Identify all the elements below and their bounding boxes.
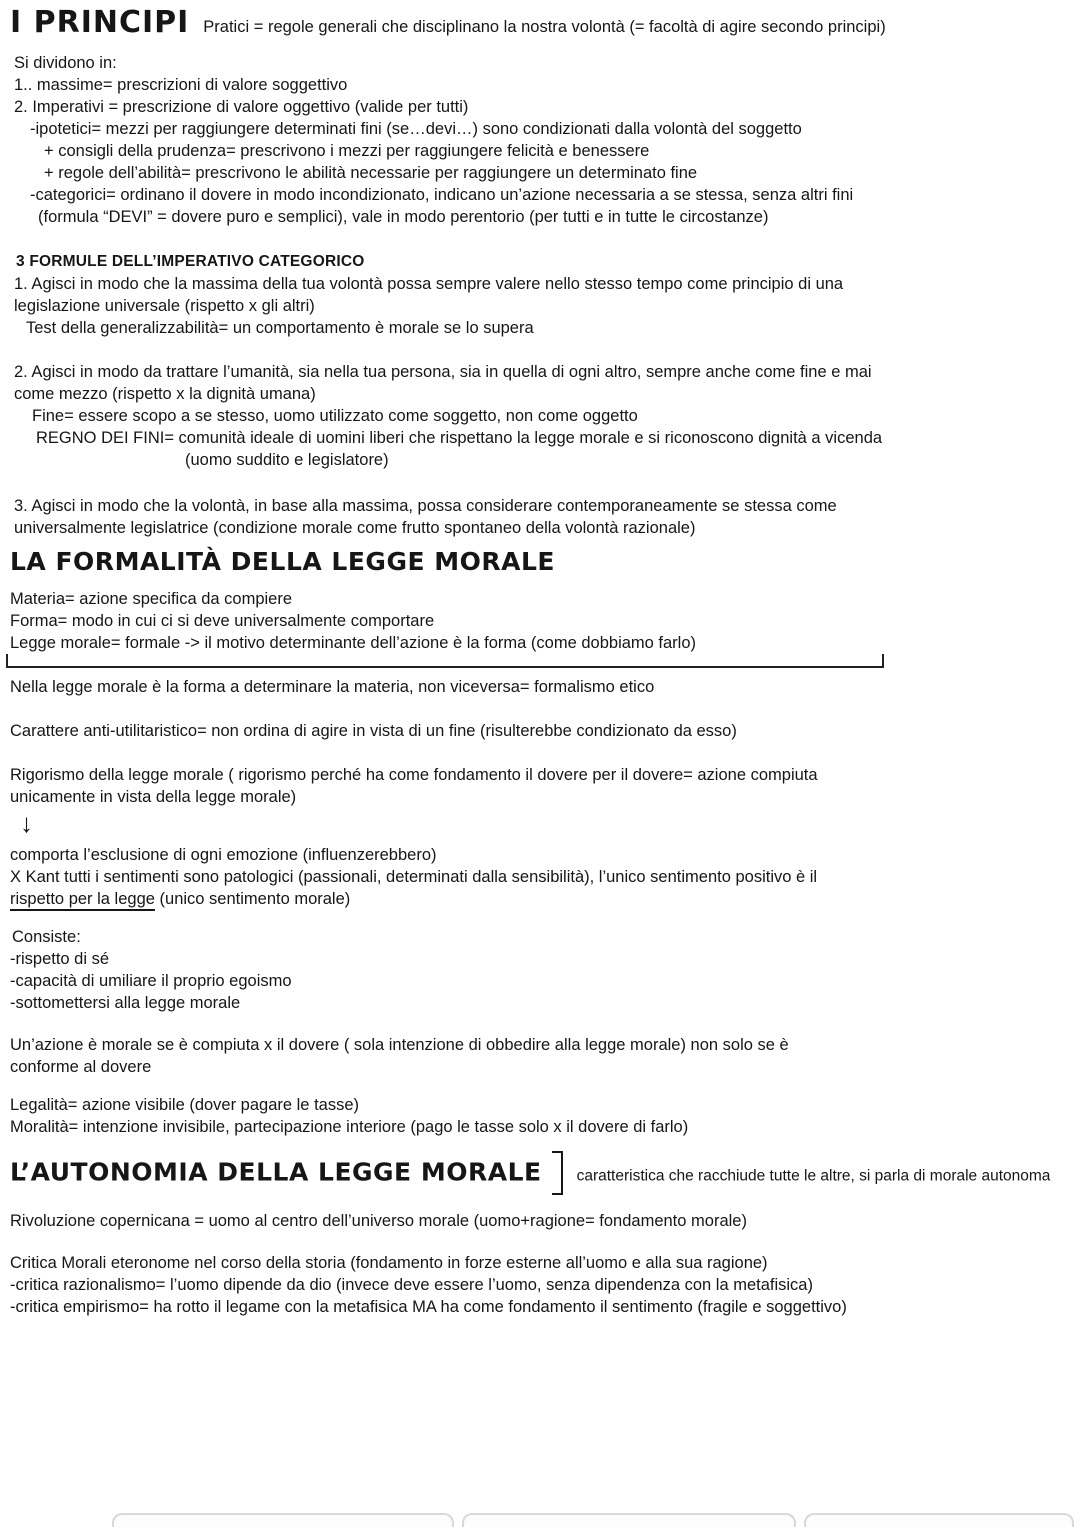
text-line xyxy=(30,118,1080,140)
text-line xyxy=(14,383,1080,405)
section-title: L’AUTONOMIA DELLA LEGGE MORALE xyxy=(10,1157,542,1187)
text-line xyxy=(10,676,1080,698)
text-span: conforme al dovere xyxy=(10,1058,152,1076)
section-heading-line xyxy=(10,5,1080,40)
text-line xyxy=(26,317,1080,339)
text-span: legislazione universale (rispetto x gli altri) xyxy=(14,297,315,315)
text-line xyxy=(44,162,1080,184)
text-span: Materia= azione specifica da compiere xyxy=(10,590,293,608)
next-page-card-edge[interactable] xyxy=(804,1513,1074,1527)
text-span: 2. Agisci in modo da trattare l’umanità, sia nella tua persona, sia in quella di ogni altro, sempre anche come fine e mai xyxy=(14,363,872,381)
subsection-title: 3 FORMULE DELL’IMPERATIVO CATEGORICO xyxy=(16,253,365,270)
text-line xyxy=(10,1034,1080,1056)
text-line xyxy=(10,970,1080,992)
section-heading-line xyxy=(10,1154,1080,1198)
text-line xyxy=(10,866,1080,888)
text-line xyxy=(10,1116,1080,1138)
text-span: -critica empirismo= ha rotto il legame con la metafisica MA ha come fondamento il sentimento (fragile e soggettivo) xyxy=(10,1298,847,1316)
text-line xyxy=(10,1056,1080,1078)
text-span: 1. Agisci in modo che la massima della tua volontà possa sempre valere nello stesso tempo come principio di una xyxy=(14,275,844,293)
text-span: Critica Morali eteronome nel corso della storia (fondamento in forze esterne all’uomo e alla sua ragione) xyxy=(10,1254,768,1272)
text-span: comporta l’esclusione di ogni emozione (influenzerebbero) xyxy=(10,846,437,864)
text-line xyxy=(14,273,1080,295)
text-line xyxy=(10,610,1080,632)
page-title: I PRINCIPI xyxy=(10,5,190,40)
text-span: Carattere anti-utilitaristico= non ordina di agire in vista di un fine (risulterebbe condizionato da esso) xyxy=(10,722,737,740)
text-line xyxy=(14,52,1080,74)
text-span: Nella legge morale è la forma a determinare la materia, non viceversa= formalismo etico xyxy=(10,678,655,696)
text-line xyxy=(16,250,1080,273)
text-span: caratteristica che racchiude tutte le altre, si parla di morale autonoma xyxy=(576,1167,1051,1185)
text-line xyxy=(10,1274,1080,1296)
text-span: -capacità di umiliare il proprio egoismo xyxy=(10,972,292,990)
text-span: Rivoluzione copernicana = uomo al centro dell’universo morale (uomo+ragione= fondamento morale) xyxy=(10,1212,747,1230)
text-span: (formula “DEVI” = dovere puro e semplici), vale in modo perentorio (per tutti e in tutte le circostanze) xyxy=(38,208,769,226)
text-line xyxy=(10,1296,1080,1318)
text-span: 3. Agisci in modo che la volontà, in base alla massima, possa considerare contemporaneamente se stessa come xyxy=(14,497,837,515)
text-line xyxy=(44,140,1080,162)
text-span: come mezzo (rispetto x la dignità umana) xyxy=(14,385,316,403)
text-line xyxy=(185,449,1080,471)
text-line xyxy=(10,888,1080,910)
text-line xyxy=(12,926,1080,948)
text-span: Un’azione è morale se è compiuta x il dovere ( sola intenzione di obbedire alla legge morale) non solo se è xyxy=(10,1036,789,1054)
text-line xyxy=(38,206,1080,228)
text-span: unicamente in vista della legge morale) xyxy=(10,788,297,806)
text-span: -rispetto di sé xyxy=(10,950,110,968)
text-span: Test della generalizzabilità= un comportamento è morale se lo supera xyxy=(26,319,534,337)
text-span: universalmente legislatrice (condizione morale come frutto spontaneo della volontà razionale) xyxy=(14,519,696,537)
underline-bracket xyxy=(6,654,884,668)
text-span: 2. Imperativi = prescrizione di valore oggettivo (valide per tutti) xyxy=(14,98,469,116)
underlined-text: rispetto per la legge xyxy=(10,890,155,911)
text-line xyxy=(14,74,1080,96)
text-span: -ipotetici= mezzi per raggiungere determinati fini (se…devi…) sono condizionati dalla volontà del soggetto xyxy=(30,120,802,138)
text-line xyxy=(32,405,1080,427)
text-span: Fine= essere scopo a se stesso, uomo utilizzato come soggetto, non come oggetto xyxy=(32,407,638,425)
text-span: Legge morale= formale -> il motivo determinante dell’azione è la forma (come dobbiamo farlo) xyxy=(10,634,697,652)
text-span: -sottomettersi alla legge morale xyxy=(10,994,241,1012)
closing-bracket-shape xyxy=(552,1151,563,1195)
text-span: Moralità= intenzione invisibile, partecipazione interiore (pago le tasse solo x il dovere di farlo) xyxy=(10,1118,689,1136)
text-span: + regole dell’abilità= prescrivono le abilità necessarie per raggiungere un determinato fine xyxy=(44,164,698,182)
text-line xyxy=(14,96,1080,118)
text-line xyxy=(10,632,1080,654)
text-line xyxy=(14,361,1080,383)
text-line xyxy=(10,1094,1080,1116)
text-line xyxy=(30,184,1080,206)
text-line xyxy=(14,295,1080,317)
text-line xyxy=(20,810,1080,838)
text-span: + consigli della prudenza= prescrivono i mezzi per raggiungere felicità e benessere xyxy=(44,142,650,160)
text-line xyxy=(10,720,1080,742)
text-span: Rigorismo della legge morale ( rigorismo perché ha come fondamento il dovere per il dovere= azione compiuta xyxy=(10,766,818,784)
text-line xyxy=(10,844,1080,866)
text-span: REGNO DEI FINI= comunità ideale di uomini liberi che rispettano la legge morale e si riconoscono dignità a vicenda xyxy=(36,429,883,447)
text-span: Consiste: xyxy=(12,928,81,946)
next-page-card-edge[interactable] xyxy=(462,1513,796,1527)
text-span: Legalità= azione visibile (dover pagare le tasse) xyxy=(10,1096,359,1114)
text-span: Si dividono in: xyxy=(14,54,117,72)
text-line xyxy=(10,948,1080,970)
text-span: (uomo suddito e legislatore) xyxy=(185,451,389,469)
text-line xyxy=(10,992,1080,1014)
text-line xyxy=(10,588,1080,610)
text-span: X Kant tutti i sentimenti sono patologici (passionali, determinati dalla sensibilità), l’unico sentimento positivo è il xyxy=(10,868,818,886)
text-span: Forma= modo in cui ci si deve universalmente comportare xyxy=(10,612,435,630)
text-span: -categorici= ordinano il dovere in modo incondizionato, indicano un’azione necessaria a se stessa, senza altri fini xyxy=(30,186,854,204)
section-heading-line xyxy=(10,547,1080,576)
down-arrow-icon: ↓ xyxy=(20,808,33,838)
text-line xyxy=(10,764,1080,786)
next-page-card-edge[interactable] xyxy=(112,1513,454,1527)
text-line xyxy=(10,1210,1080,1232)
text-span: Pratici = regole generali che disciplinano la nostra volontà (= facoltà di agire secondo principi) xyxy=(203,18,886,36)
text-line xyxy=(36,427,1080,449)
text-line xyxy=(10,786,1080,808)
text-span: (unico sentimento morale) xyxy=(154,890,351,908)
text-span: -critica razionalismo= l’uomo dipende da dio (invece deve essere l’uomo, senza dipendenza con la metafisica) xyxy=(10,1276,813,1294)
text-line xyxy=(10,1252,1080,1274)
text-span: 1.. massime= prescrizioni di valore soggettivo xyxy=(14,76,348,94)
text-line xyxy=(14,517,1080,539)
text-line xyxy=(14,495,1080,517)
section-title: LA FORMALITÀ DELLA LEGGE MORALE xyxy=(10,547,555,576)
